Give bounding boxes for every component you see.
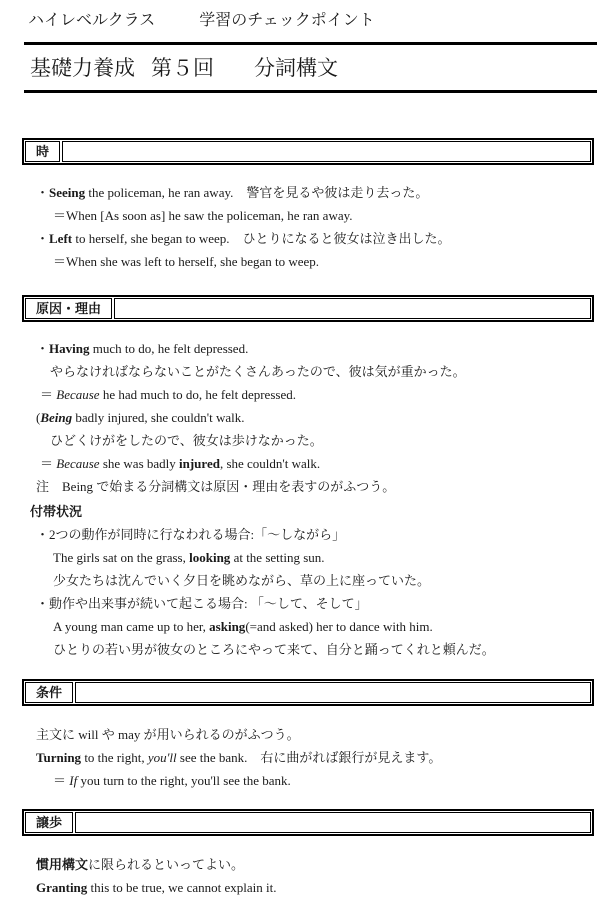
usage-bullet-line: ・2つの動作が同時に行なわれる場合:「～しながら」 bbox=[36, 527, 346, 542]
section-label-blank-cell bbox=[114, 298, 591, 319]
usage-bullet-line: ・動作や出来事が続いて起こる場合: 「～して、そして」 bbox=[36, 596, 368, 611]
section-label-blank-cell bbox=[75, 682, 591, 703]
example-line: ・Having much to do, he felt depressed. bbox=[36, 341, 249, 356]
translation-line: やらなければならないことがたくさんあったので、彼は気が重かった。 bbox=[50, 364, 466, 379]
section-time-content bbox=[0, 181, 600, 273]
section-label-blank-cell bbox=[62, 141, 591, 162]
note-line: 注 Being で始まる分詞構文は原因・理由を表すのがふつう。 bbox=[36, 479, 396, 494]
title-bottom-rule bbox=[24, 90, 597, 93]
section-attendant-content bbox=[0, 523, 600, 661]
example-line: Turning to the right, you'll see the bank. 右に曲がれば銀行が見えます。 bbox=[36, 750, 442, 765]
paraphrase-line: ＝ Because she was badly injured, she couldn't walk. bbox=[40, 456, 321, 471]
paraphrase-line: ＝ Because he had much to do, he felt depressed. bbox=[40, 387, 296, 402]
paraphrase-line: ＝When she was left to herself, she began to weep. bbox=[53, 254, 320, 269]
section-label-time: 時 bbox=[25, 141, 60, 162]
paraphrase-line: ＝ If you turn to the right, you'll see the bank. bbox=[53, 773, 291, 788]
section-label-cause-reason: 原因・理由 bbox=[25, 298, 112, 319]
course-name: ハイレベルクラス bbox=[28, 12, 156, 29]
header-subtitle: 学習のチェックポイント bbox=[199, 12, 375, 29]
section-concession-content bbox=[0, 853, 600, 899]
section-cause-reason-content bbox=[0, 337, 600, 498]
subsection-heading-attendant-circumstances: 付帯状況 bbox=[30, 504, 83, 519]
section-condition-content bbox=[0, 723, 600, 792]
title-top-rule bbox=[24, 42, 597, 45]
page-title bbox=[30, 53, 600, 83]
example-line: A young man came up to her, asking(=and asked) her to dance with him. bbox=[53, 619, 433, 634]
translation-line: 少女たちは沈んでいく夕日を眺めながら、草の上に座っていた。 bbox=[53, 573, 431, 588]
note-line: 主文に will や may が用いられるのがふつう。 bbox=[36, 727, 300, 742]
translation-line: ひとりの若い男が彼女のところにやって来て、自分と踊ってくれと頼んだ。 bbox=[53, 642, 495, 657]
note-line: 慣用構文に限られるといってよい。 bbox=[36, 857, 245, 872]
example-line: The girls sat on the grass, looking at the setting sun. bbox=[53, 550, 325, 565]
example-line: ・Left to herself, she began to weep. ひとりになると彼女は泣き出した。 bbox=[36, 231, 451, 246]
example-line: (Being badly injured, she couldn't walk. bbox=[36, 410, 245, 425]
section-box-condition bbox=[22, 679, 594, 706]
example-line: Granting this to be true, we cannot explain it. bbox=[36, 880, 277, 895]
example-line: ・Seeing the policeman, he ran away. 警官を見るや彼は走り去った。 bbox=[36, 185, 429, 200]
worksheet-page bbox=[0, 10, 600, 910]
section-label-blank-cell bbox=[75, 812, 591, 833]
section-label-condition: 条件 bbox=[25, 682, 73, 703]
title-session-number: 第５回 bbox=[151, 56, 214, 80]
document-header bbox=[28, 10, 600, 32]
section-label-concession: 譲歩 bbox=[25, 812, 73, 833]
section-box-concession bbox=[22, 809, 594, 836]
paraphrase-line: ＝When [As soon as] he saw the policeman, he ran away. bbox=[53, 208, 353, 223]
translation-line: ひどくけがをしたので、彼女は歩けなかった。 bbox=[50, 433, 323, 448]
section-box-cause-reason bbox=[22, 295, 594, 322]
section-box-time bbox=[22, 138, 594, 165]
title-course-part: 基礎力養成 bbox=[30, 56, 135, 80]
title-topic: 分詞構文 bbox=[254, 56, 338, 80]
